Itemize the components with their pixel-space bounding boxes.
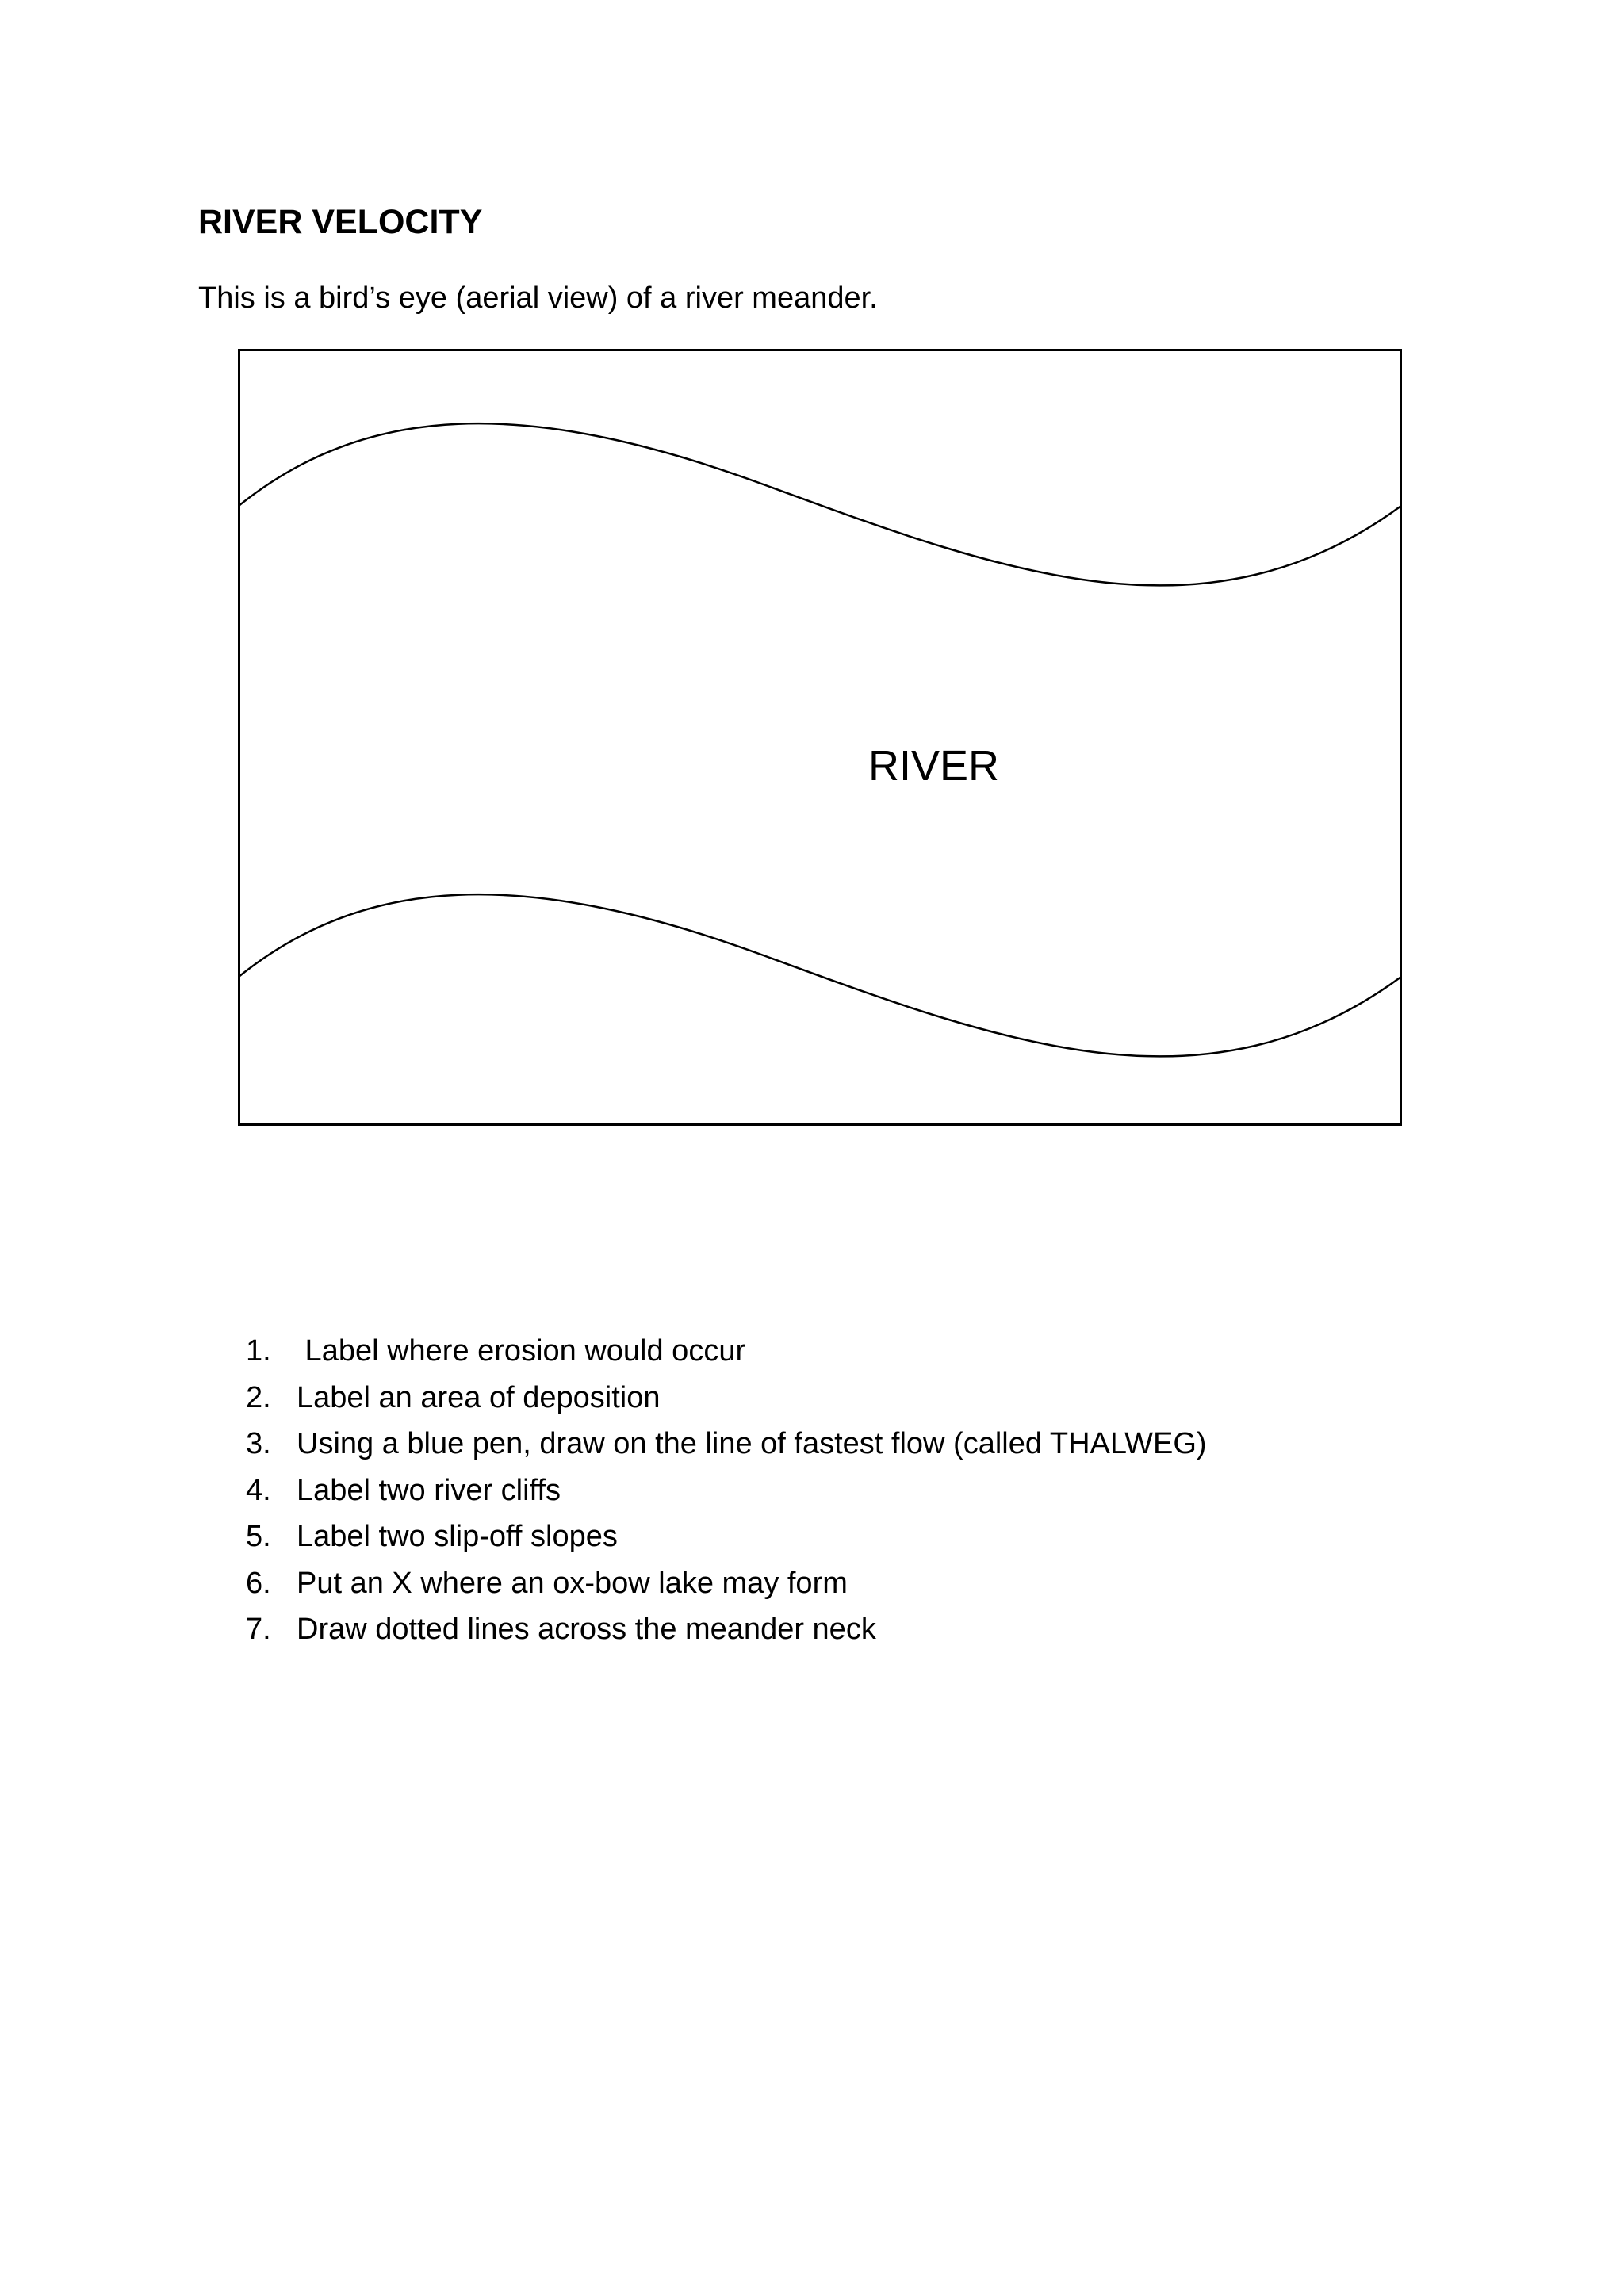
task-number: 5. <box>246 1520 271 1553</box>
task-number: 2. <box>246 1380 271 1414</box>
list-item <box>246 1468 1554 1514</box>
task-text: Using a blue pen, draw on the line of fastest flow (called THALWEG) <box>297 1427 1207 1460</box>
river-label: RIVER <box>868 742 1000 790</box>
diagram-canvas <box>238 349 1402 1126</box>
intro-text: This is a bird’s eye (aerial view) of a river meander. <box>198 281 878 315</box>
task-list <box>246 1328 1554 1653</box>
task-text: Put an X where an ox-bow lake may form <box>297 1566 848 1600</box>
task-text: Label where erosion would occur <box>297 1334 746 1368</box>
page-title: RIVER VELOCITY <box>198 203 483 241</box>
task-text: Label two slip-off slopes <box>297 1520 618 1553</box>
task-text: Draw dotted lines across the meander neck <box>297 1613 876 1646</box>
list-item <box>246 1375 1554 1422</box>
river-meander-diagram <box>238 349 1402 1126</box>
diagram-frame <box>239 350 1401 1125</box>
list-item <box>246 1513 1554 1560</box>
task-number: 3. <box>246 1427 271 1460</box>
task-number: 6. <box>246 1566 271 1600</box>
task-number: 7. <box>246 1613 271 1646</box>
lower-riverbank <box>239 894 1401 1056</box>
list-item <box>246 1328 1554 1375</box>
list-item <box>246 1560 1554 1607</box>
list-item <box>246 1606 1554 1653</box>
task-text: Label an area of deposition <box>297 1380 661 1414</box>
task-number: 1. <box>246 1334 271 1368</box>
task-text: Label two river cliffs <box>297 1473 561 1507</box>
list-item <box>246 1421 1554 1468</box>
task-number: 4. <box>246 1473 271 1507</box>
upper-riverbank <box>239 423 1401 585</box>
